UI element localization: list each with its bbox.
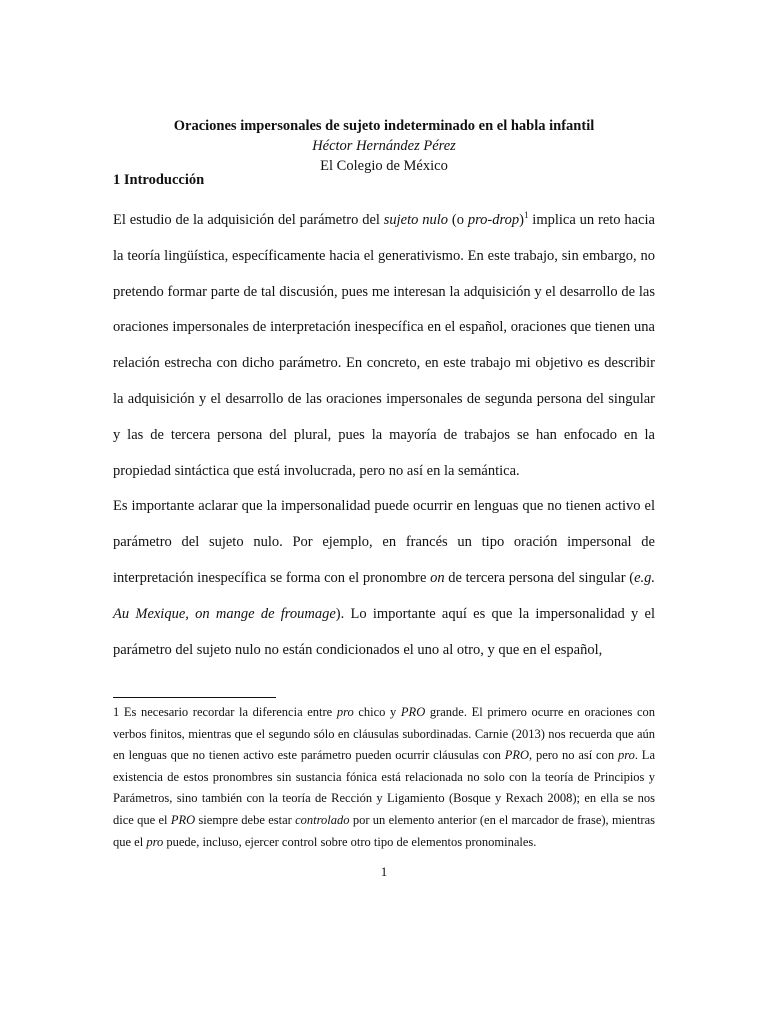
footnote-term: controlado	[295, 812, 350, 827]
footnote-span: puede, incluso, ejercer control sobre otro tipo de elementos pronominales.	[163, 834, 537, 849]
paragraph-1-text: (o	[448, 212, 468, 228]
footnote-term: PRO	[170, 812, 196, 827]
document-title: Oraciones impersonales de sujeto indeterminado en el habla infantil	[173, 118, 595, 134]
document-header	[113, 116, 655, 176]
footnote-separator	[113, 697, 276, 698]
footnote-reference[interactable]: 1	[523, 210, 529, 220]
footnote-span: 1 Es necesario recordar la diferencia entre	[113, 705, 337, 719]
author-name: Héctor Hernández Pérez	[312, 138, 456, 154]
example-french: e.g. Au Mexique, on mange de froumage	[113, 569, 655, 622]
paragraph-2-text: de tercera persona del singular (	[444, 569, 635, 586]
paragraph-1-text: El estudio de la adquisición del parámetro del	[113, 212, 384, 228]
paragraph-1-text: implica un reto hacia la teoría lingüística, específicamente hacia el generativismo. En este trabajo, sin embargo, no pretendo formar parte de tal discusión, pues me interesan la adquisición y el desarrollo de las oraciones impersonales de interpretación inespecífica en el español, oraciones que tienen una relación estrecha con dicho parámetro. En concreto, en este trabajo mi objetivo es describir la adquisición y el desarrollo de las oraciones impersonales de segunda persona del singular y las de tercera persona del plural, pues la mayoría de trabajos se han enfocado en la propiedad sintáctica que está involucrada, pero no así en la semántica.	[113, 212, 655, 479]
footnote-term: PRO	[400, 705, 426, 719]
paragraph-1	[113, 203, 655, 489]
footnote-1	[113, 702, 655, 853]
footnote-term: pro	[146, 834, 164, 849]
footnote-term: pro	[336, 705, 354, 719]
paragraph-2-text: Es importante aclarar que la impersonalidad puede ocurrir en lenguas que no tienen activo el parámetro del sujeto nulo. Por ejemplo, en francés un tipo oración impersonal de interpretación inespecífica se forma con el pronombre	[113, 498, 655, 586]
paragraph-1-text: )	[519, 212, 524, 228]
footnote-span: , pero no así con	[529, 748, 618, 763]
paragraph-2	[113, 489, 655, 668]
footnote-span: . La existencia de estos pronombres sin sustancia fónica está relacionada no solo con la teoría de Principios y Parámetros, sino también con la teoría de Rección y Ligamiento (Bosque y Rexach 2008); en ella se nos dice que el	[113, 748, 655, 827]
author-affiliation: El Colegio de México	[320, 158, 448, 174]
body-text	[113, 203, 655, 668]
section-heading: 1 Introducción	[113, 172, 205, 188]
footnote-term: PRO	[504, 748, 529, 763]
page-number: 1	[380, 864, 388, 879]
paragraph-2-text: ). Lo importante aquí es que la impersonalidad y el parámetro del sujeto nulo no están condicionados el uno al otro, y que en el español,	[113, 605, 655, 658]
footnote-span: chico y	[353, 705, 401, 719]
footnote-term: pro	[617, 748, 635, 763]
footnote-span: por un elemento anterior (en el marcador de frase), mientras que el	[113, 812, 655, 849]
footnote-text	[113, 702, 655, 853]
term-sujeto-nulo: sujeto nulo	[383, 212, 449, 228]
footnote-span: grande. El primero ocurre en oraciones con verbos finitos, mientras que el segundo sólo en cláusulas subordinadas. Carnie (2013) nos recuerda que aún en lenguas que no tienen activo este parámetro pueden ocurrir cláusulas con	[113, 705, 655, 763]
term-on: on	[430, 569, 445, 586]
term-pro-drop: pro-drop	[467, 212, 520, 228]
footnote-span: siempre debe estar	[195, 812, 296, 827]
